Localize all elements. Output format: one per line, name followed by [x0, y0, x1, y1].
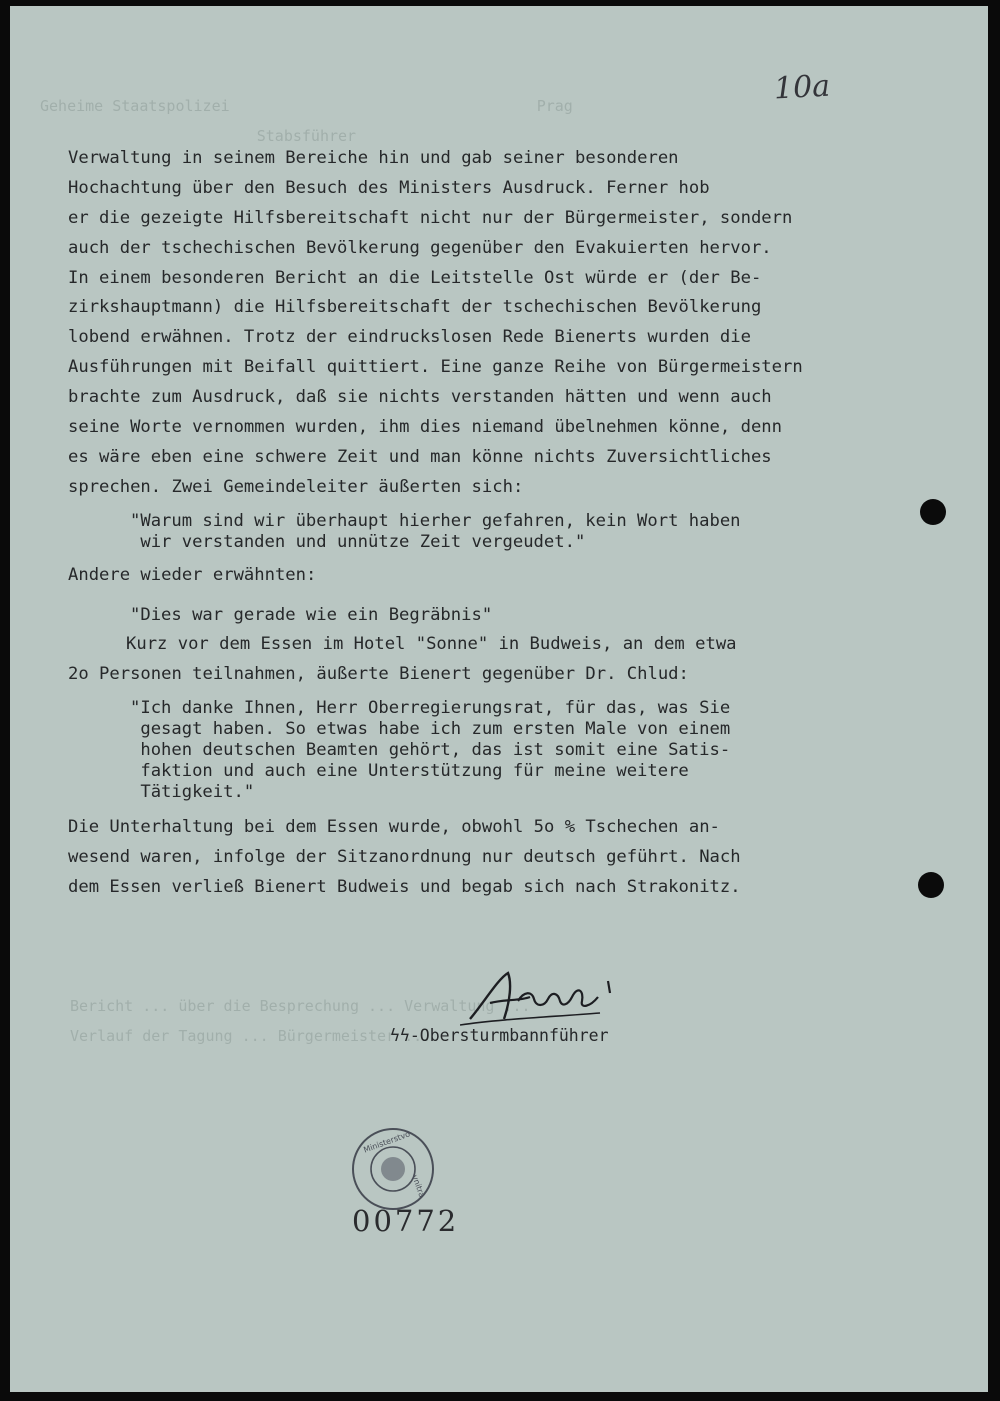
- text-line: es wäre eben eine schwere Zeit und man könne nichts Zuversichtliches: [68, 446, 772, 467]
- text-line: Hochachtung über den Besuch des Ministers Ausdruck. Ferner hob: [68, 177, 710, 198]
- text-line: Ausführungen mit Beifall quittiert. Eine ganze Reihe von Bürgermeistern: [68, 357, 803, 378]
- quote-block: [130, 698, 948, 803]
- show-through-text: Bericht ... über die Besprechung ... Verwaltung ... Verlauf der Tagung ... Bürgermeister ...: [70, 997, 531, 1045]
- archive-number: 00772: [352, 1204, 460, 1238]
- text-line: 2o Personen teilnahmen, äußerte Bienert gegenüber Dr. Chlud:: [68, 664, 689, 685]
- svg-text:Ministerstvo: Ministerstvo: [362, 1129, 412, 1155]
- text-line: Die Unterhaltung bei dem Essen wurde, obwohl 5o % Tschechen an-: [68, 817, 720, 838]
- punch-hole: [918, 872, 944, 898]
- quote-line: wir verstanden und unnütze Zeit vergeudet.": [130, 531, 586, 552]
- quote-block: [130, 511, 948, 553]
- quote-line: hohen deutschen Beamten gehört, das ist somit eine Satis-: [130, 740, 731, 761]
- quote-line: faktion und auch eine Unterstützung für meine weitere: [130, 761, 689, 782]
- document-page: [10, 6, 988, 1392]
- quote-line: gesagt haben. So etwas habe ich zum ersten Male von einem: [130, 719, 731, 740]
- quote-line: "Dies war gerade wie ein Begräbnis": [130, 604, 493, 625]
- letter-body: [68, 144, 948, 903]
- text-line: dem Essen verließ Bienert Budweis und begab sich nach Strakonitz.: [68, 877, 741, 898]
- text-line: brachte zum Ausdruck, daß sie nichts verstanden hätten und wenn auch: [68, 387, 772, 408]
- show-through-text: Geheime Staatspolizei Prag Stabsführer: [40, 97, 573, 145]
- quote-line: "Ich danke Ihnen, Herr Oberregierungsrat, für das, was Sie: [130, 698, 731, 719]
- text-line: zirkshauptmann) die Hilfsbereitschaft der tschechischen Bevölkerung: [68, 297, 762, 318]
- text-line: In einem besonderen Bericht an die Leitstelle Ost würde er (der Be-: [68, 267, 762, 288]
- handwritten-signature: [460, 961, 660, 1031]
- text-line: seine Worte vernommen wurden, ihm dies niemand übelnehmen könne, denn: [68, 417, 782, 438]
- text-line: Kurz vor dem Essen im Hotel "Sonne" in Budweis, an dem etwa: [126, 634, 737, 655]
- signature-title: ϟϟ-Obersturmbannführer: [390, 1026, 609, 1045]
- archive-stamp: [348, 1124, 438, 1214]
- punch-hole: [920, 499, 946, 525]
- page-number-handwritten: 10a: [773, 68, 831, 107]
- text-line: Verwaltung in seinem Bereiche hin und gab seiner besonderen: [68, 148, 679, 168]
- text-line: auch der tschechischen Bevölkerung gegenüber den Evakuierten hervor.: [68, 237, 772, 258]
- text-line: sprechen. Zwei Gemeindeleiter äußerten sich:: [68, 476, 524, 497]
- quote-line: "Warum sind wir überhaupt hierher gefahren, kein Wort haben: [130, 510, 741, 531]
- svg-text:vnitra: vnitra: [410, 1173, 427, 1199]
- text-line: wesend waren, infolge der Sitzanordnung nur deutsch geführt. Nach: [68, 847, 741, 868]
- quote-line: Tätigkeit.": [130, 782, 255, 803]
- text-line: er die gezeigte Hilfsbereitschaft nicht nur der Bürgermeister, sondern: [68, 207, 793, 228]
- text-line: Andere wieder erwähnten:: [68, 564, 317, 585]
- text-line: lobend erwähnen. Trotz der eindruckslosen Rede Bienerts wurden die: [68, 327, 751, 348]
